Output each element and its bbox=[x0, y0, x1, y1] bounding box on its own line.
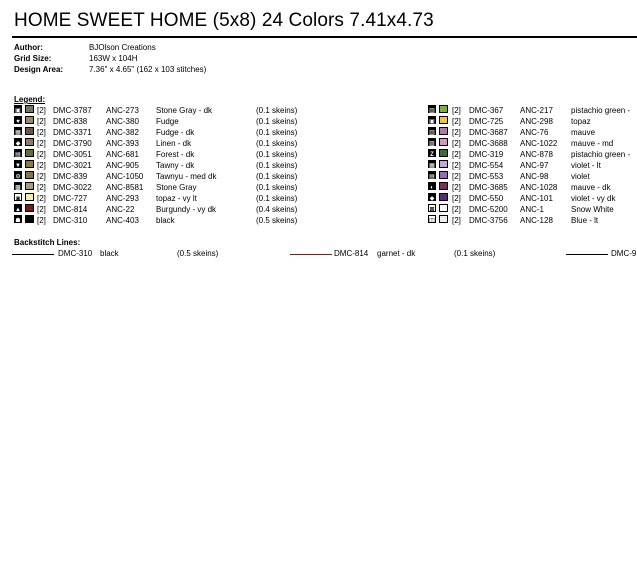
stitch-symbol-icon: ▤ bbox=[14, 149, 22, 157]
dmc-code: DMC-3051 bbox=[53, 150, 92, 159]
color-swatch bbox=[25, 204, 34, 212]
legend-row bbox=[428, 149, 637, 160]
skein-amount: (0.1 skeins) bbox=[256, 139, 298, 148]
anchor-code: ANC-217 bbox=[520, 106, 553, 115]
grid-size-label: Grid Size: bbox=[14, 54, 52, 63]
legend-row bbox=[428, 127, 637, 138]
skein-amount: (0.1 skeins) bbox=[256, 183, 298, 192]
anchor-code: ANC-293 bbox=[106, 194, 139, 203]
anchor-code: ANC-1022 bbox=[520, 139, 558, 148]
color-swatch bbox=[25, 138, 34, 146]
stitch-symbol-icon: ▨ bbox=[428, 138, 436, 146]
dmc-code: DMC-3021 bbox=[53, 161, 92, 170]
color-swatch bbox=[439, 149, 448, 157]
backstitch-line-sample bbox=[12, 254, 54, 255]
color-swatch bbox=[439, 193, 448, 201]
stitch-symbol-icon: ▩ bbox=[14, 182, 22, 190]
anchor-code: ANC-1 bbox=[520, 205, 545, 214]
strand-count: [2] bbox=[37, 172, 46, 181]
thread-name: Blue - lt bbox=[571, 216, 599, 225]
stitch-symbol-icon: ⊙ bbox=[14, 171, 22, 179]
legend-row bbox=[14, 116, 314, 127]
stitch-symbol-icon: ▥ bbox=[428, 105, 436, 113]
legend-row bbox=[428, 204, 637, 215]
color-swatch bbox=[439, 160, 448, 168]
color-swatch bbox=[25, 160, 34, 168]
stitch-symbol-icon: ▦ bbox=[428, 160, 436, 168]
backstitch-line-sample bbox=[566, 254, 608, 255]
strand-count: [2] bbox=[452, 117, 461, 126]
anchor-code: ANC-393 bbox=[106, 139, 139, 148]
color-swatch bbox=[25, 127, 34, 135]
thread-name: pistachio green - bbox=[571, 106, 631, 115]
stitch-symbol-icon: ▼ bbox=[14, 160, 22, 168]
skein-amount: (0.1 skeins) bbox=[256, 106, 298, 115]
anchor-code: ANC-1050 bbox=[106, 172, 144, 181]
backstitch-dmc: DMC-814 bbox=[334, 249, 369, 258]
strand-count: [2] bbox=[37, 205, 46, 214]
anchor-code: ANC-905 bbox=[106, 161, 139, 170]
anchor-code: ANC-878 bbox=[520, 150, 553, 159]
legend-row bbox=[14, 215, 314, 226]
backstitch-dmc: DMC-9 bbox=[611, 249, 637, 258]
legend-row bbox=[14, 105, 314, 116]
color-swatch bbox=[439, 105, 448, 113]
anchor-code: ANC-403 bbox=[106, 216, 139, 225]
dmc-code: DMC-727 bbox=[53, 194, 88, 203]
strand-count: [2] bbox=[452, 150, 461, 159]
color-swatch bbox=[439, 182, 448, 190]
legend-row bbox=[428, 215, 637, 226]
thread-name: Burgundy - vy dk bbox=[156, 205, 217, 214]
dmc-code: DMC-3371 bbox=[53, 128, 92, 137]
strand-count: [2] bbox=[452, 216, 461, 225]
backstitch-skeins: (0.1 skeins) bbox=[454, 249, 496, 258]
legend-row bbox=[14, 171, 314, 182]
skein-amount: (0.1 skeins) bbox=[256, 150, 298, 159]
dmc-code: DMC-367 bbox=[469, 106, 504, 115]
dmc-code: DMC-310 bbox=[53, 216, 88, 225]
legend-row bbox=[428, 171, 637, 182]
legend-row bbox=[428, 105, 637, 116]
thread-name: Fudge bbox=[156, 117, 179, 126]
anchor-code: ANC-97 bbox=[520, 161, 549, 170]
stitch-symbol-icon: ▣ bbox=[428, 116, 436, 124]
author-value: BJOlson Creations bbox=[89, 43, 156, 52]
stitch-symbol-icon: ◐ bbox=[428, 182, 436, 190]
thread-name: Stone Gray - dk bbox=[156, 106, 213, 115]
strand-count: [2] bbox=[37, 194, 46, 203]
skein-amount: (0.1 skeins) bbox=[256, 128, 298, 137]
color-swatch bbox=[25, 193, 34, 201]
legend-row bbox=[428, 160, 637, 171]
thread-name: mauve - dk bbox=[571, 183, 611, 192]
anchor-code: ANC-681 bbox=[106, 150, 139, 159]
color-swatch bbox=[25, 149, 34, 157]
strand-count: [2] bbox=[37, 128, 46, 137]
strand-count: [2] bbox=[452, 172, 461, 181]
strand-count: [2] bbox=[452, 139, 461, 148]
stitch-symbol-icon: ☗ bbox=[14, 215, 22, 223]
thread-name: violet - lt bbox=[571, 161, 601, 170]
backstitch-name: black bbox=[100, 249, 119, 258]
backstitch-skeins: (0.5 skeins) bbox=[177, 249, 219, 258]
strand-count: [2] bbox=[452, 183, 461, 192]
thread-name: Fudge - dk bbox=[156, 128, 195, 137]
stitch-symbol-icon: ⊠ bbox=[428, 204, 436, 212]
backstitch-name: garnet - dk bbox=[377, 249, 416, 258]
color-swatch bbox=[439, 215, 448, 223]
backstitch-dmc: DMC-310 bbox=[58, 249, 93, 258]
anchor-code: ANC-298 bbox=[520, 117, 553, 126]
anchor-code: ANC-98 bbox=[520, 172, 549, 181]
strand-count: [2] bbox=[452, 194, 461, 203]
legend-row bbox=[14, 204, 314, 215]
dmc-code: DMC-838 bbox=[53, 117, 88, 126]
legend-heading: Legend: bbox=[14, 95, 46, 104]
legend-left-column bbox=[14, 105, 314, 226]
stitch-symbol-icon: ▣ bbox=[14, 105, 22, 113]
dmc-code: DMC-725 bbox=[469, 117, 504, 126]
legend-row bbox=[14, 149, 314, 160]
legend-row bbox=[14, 127, 314, 138]
dmc-code: DMC-550 bbox=[469, 194, 504, 203]
backstitch-heading: Backstitch Lines: bbox=[14, 238, 81, 247]
title-underline bbox=[12, 36, 637, 38]
stitch-symbol-icon: ◙ bbox=[14, 193, 22, 201]
anchor-code: ANC-101 bbox=[520, 194, 553, 203]
strand-count: [2] bbox=[452, 205, 461, 214]
thread-name: violet - vy dk bbox=[571, 194, 616, 203]
dmc-code: DMC-3688 bbox=[469, 139, 508, 148]
legend-row bbox=[14, 138, 314, 149]
dmc-code: DMC-3685 bbox=[469, 183, 508, 192]
skein-amount: (0.4 skeins) bbox=[256, 205, 298, 214]
skein-amount: (0.1 skeins) bbox=[256, 117, 298, 126]
page-title: HOME SWEET HOME (5x8) 24 Colors 7.41x4.73 bbox=[14, 10, 434, 31]
dmc-code: DMC-3756 bbox=[469, 216, 508, 225]
anchor-code: ANC-382 bbox=[106, 128, 139, 137]
dmc-code: DMC-553 bbox=[469, 172, 504, 181]
stitch-symbol-icon: ▲ bbox=[14, 204, 22, 212]
thread-name: Tawnyu - med dk bbox=[156, 172, 217, 181]
strand-count: [2] bbox=[452, 128, 461, 137]
strand-count: [2] bbox=[37, 139, 46, 148]
legend-row bbox=[428, 138, 637, 149]
dmc-code: DMC-3790 bbox=[53, 139, 92, 148]
color-swatch bbox=[439, 127, 448, 135]
strand-count: [2] bbox=[37, 117, 46, 126]
color-swatch bbox=[439, 116, 448, 124]
skein-amount: (0.1 skeins) bbox=[256, 172, 298, 181]
thread-name: mauve bbox=[571, 128, 596, 137]
thread-name: pistachio green - bbox=[571, 150, 631, 159]
dmc-code: DMC-5200 bbox=[469, 205, 508, 214]
strand-count: [2] bbox=[452, 161, 461, 170]
design-area-value: 7.36" x 4.65" (162 x 103 stitches) bbox=[89, 65, 207, 74]
dmc-code: DMC-839 bbox=[53, 172, 88, 181]
strand-count: [2] bbox=[37, 216, 46, 225]
legend-row bbox=[14, 193, 314, 204]
thread-name: black bbox=[156, 216, 175, 225]
legend-row bbox=[428, 116, 637, 127]
color-swatch bbox=[25, 182, 34, 190]
stitch-symbol-icon: ◫ bbox=[428, 215, 436, 223]
dmc-code: DMC-3687 bbox=[469, 128, 508, 137]
dmc-code: DMC-554 bbox=[469, 161, 504, 170]
color-swatch bbox=[439, 138, 448, 146]
thread-name: Tawny - dk bbox=[156, 161, 195, 170]
strand-count: [2] bbox=[37, 150, 46, 159]
design-area-label: Design Area: bbox=[14, 65, 64, 74]
thread-name: topaz bbox=[571, 117, 591, 126]
thread-name: Forest - dk bbox=[156, 150, 195, 159]
strand-count: [2] bbox=[37, 161, 46, 170]
color-swatch bbox=[25, 116, 34, 124]
dmc-code: DMC-3787 bbox=[53, 106, 92, 115]
dmc-code: DMC-814 bbox=[53, 205, 88, 214]
dmc-code: DMC-319 bbox=[469, 150, 504, 159]
anchor-code: ANC-128 bbox=[520, 216, 553, 225]
stitch-symbol-icon: Z bbox=[428, 149, 436, 157]
stitch-symbol-icon: ▤ bbox=[428, 171, 436, 179]
color-swatch bbox=[439, 171, 448, 179]
thread-name: Snow White bbox=[571, 205, 614, 214]
skein-amount: (0.1 skeins) bbox=[256, 161, 298, 170]
thread-name: topaz - vy lt bbox=[156, 194, 197, 203]
anchor-code: ANC-1028 bbox=[520, 183, 558, 192]
legend-row bbox=[14, 160, 314, 171]
color-swatch bbox=[25, 215, 34, 223]
anchor-code: ANC-273 bbox=[106, 106, 139, 115]
stitch-symbol-icon: ♥ bbox=[14, 116, 22, 124]
author-label: Author: bbox=[14, 43, 43, 52]
strand-count: [2] bbox=[37, 106, 46, 115]
thread-name: violet bbox=[571, 172, 590, 181]
legend-right-column bbox=[428, 105, 637, 226]
dmc-code: DMC-3022 bbox=[53, 183, 92, 192]
legend-row bbox=[428, 182, 637, 193]
anchor-code: ANC-380 bbox=[106, 117, 139, 126]
skein-amount: (0.5 skeins) bbox=[256, 216, 298, 225]
thread-name: Stone Gray bbox=[156, 183, 197, 192]
stitch-symbol-icon: ▥ bbox=[428, 127, 436, 135]
strand-count: [2] bbox=[37, 183, 46, 192]
skein-amount: (0.1 skeins) bbox=[256, 194, 298, 203]
legend-row bbox=[428, 193, 637, 204]
grid-size-value: 163W x 104H bbox=[89, 54, 138, 63]
stitch-symbol-icon: ▦ bbox=[14, 127, 22, 135]
color-swatch bbox=[25, 105, 34, 113]
backstitch-line-sample bbox=[290, 254, 332, 255]
legend-row bbox=[14, 182, 314, 193]
thread-name: mauve - md bbox=[571, 139, 614, 148]
anchor-code: ANC-22 bbox=[106, 205, 135, 214]
strand-count: [2] bbox=[452, 106, 461, 115]
color-swatch bbox=[439, 204, 448, 212]
stitch-symbol-icon: ◆ bbox=[428, 193, 436, 201]
thread-name: Linen - dk bbox=[156, 139, 192, 148]
stitch-symbol-icon: ◆ bbox=[14, 138, 22, 146]
anchor-code: ANC-8581 bbox=[106, 183, 144, 192]
anchor-code: ANC-76 bbox=[520, 128, 549, 137]
color-swatch bbox=[25, 171, 34, 179]
